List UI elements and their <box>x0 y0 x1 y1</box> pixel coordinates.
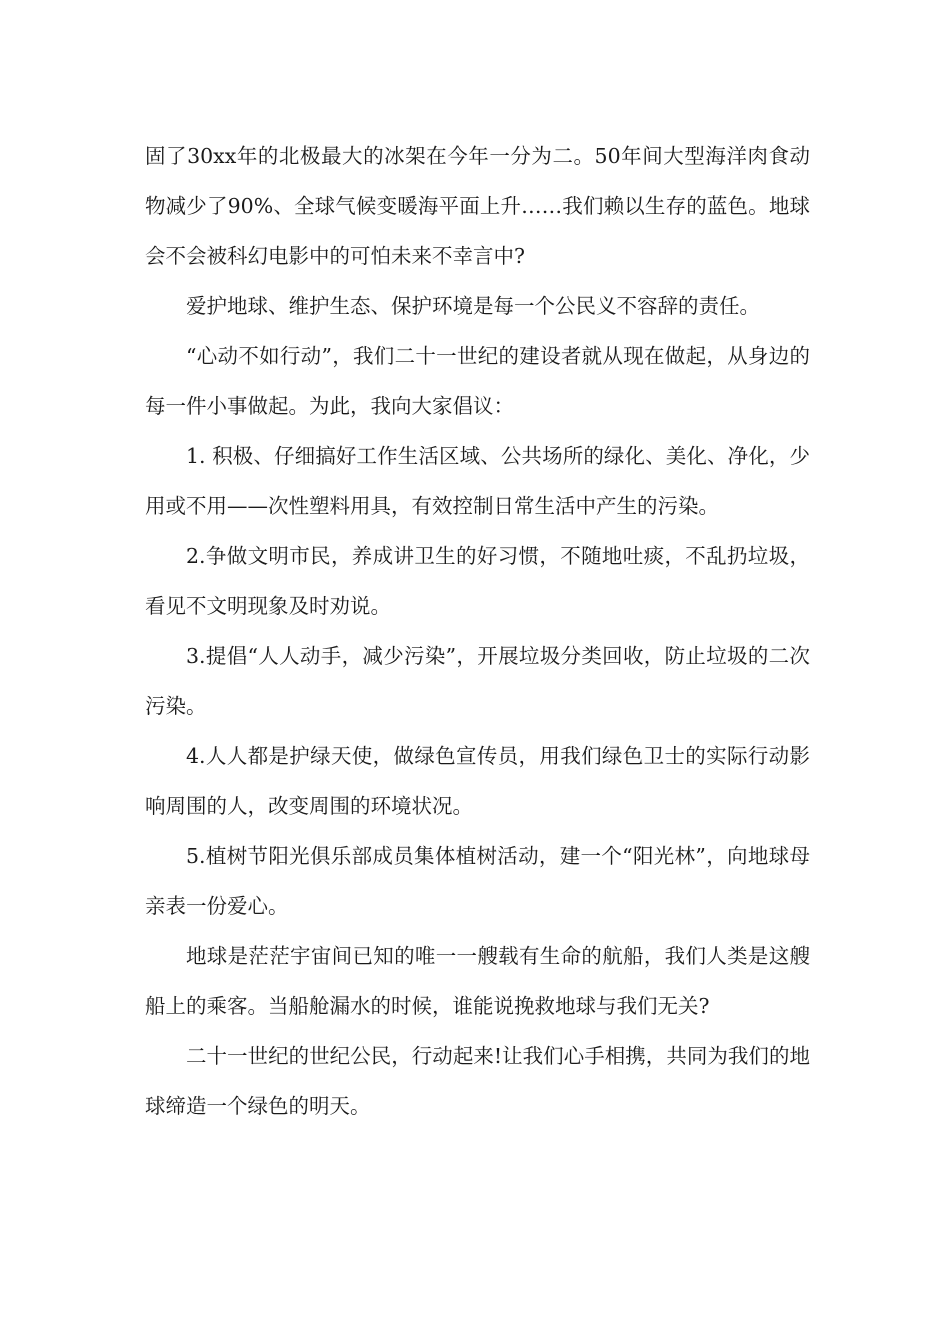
proposal-item-5: 5.植树节阳光俱乐部成员集体植树活动，建一个“阳光林”，向地球母亲表一份爱心。 <box>145 844 810 918</box>
paragraph-closing: 二十一世纪的世纪公民，行动起来!让我们心手相携，共同为我们的地球缔造一个绿色的明天。 <box>145 1044 810 1118</box>
proposal-item-4: 4.人人都是护绿天使，做绿色宣传员，用我们绿色卫士的实际行动影响周围的人，改变周围的环境状况。 <box>145 744 810 818</box>
paragraph-earth-ship: 地球是茫茫宇宙间已知的唯一一艘载有生命的航船，我们人类是这艘船上的乘客。当船舱漏水的时候，谁能说挽救地球与我们无关? <box>145 944 810 1018</box>
proposal-item-2: 2.争做文明市民，养成讲卫生的好习惯，不随地吐痰，不乱扔垃圾，看见不文明现象及时劝说。 <box>145 544 810 618</box>
paragraph-call-to-action: “心动不如行动”，我们二十一世纪的建设者就从现在做起，从身边的每一件小事做起。为此，我向大家倡议： <box>145 344 810 418</box>
proposal-item-1: 1. 积极、仔细搞好工作生活区域、公共场所的绿化、美化、净化，少用或不用——次性塑料用具，有效控制日常生活中产生的污染。 <box>145 444 810 518</box>
paragraph-intro: 固了30xx年的北极最大的冰架在今年一分为二。50年间大型海洋肉食动物减少了90%、全球气候变暖海平面上升……我们赖以生存的蓝色。地球会不会被科幻电影中的可怕未来不幸言中? <box>145 144 810 268</box>
paragraph-responsibility: 爱护地球、维护生态、保护环境是每一个公民义不容辞的责任。 <box>186 294 760 318</box>
document-page <box>145 131 810 1131</box>
proposal-item-3: 3.提倡“人人动手，减少污染”，开展垃圾分类回收，防止垃圾的二次污染。 <box>145 644 810 718</box>
